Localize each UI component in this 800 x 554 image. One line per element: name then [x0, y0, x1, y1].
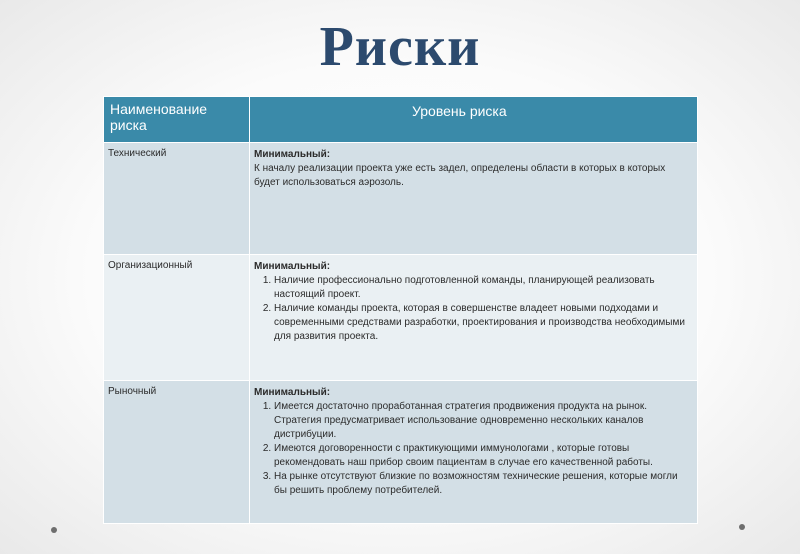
risk-description [250, 255, 698, 381]
decorative-dot-left [51, 527, 57, 533]
risk-level: Минимальный: [254, 149, 331, 160]
list-item: 3. На рынке отсутствуют близкие по возможностям технические решения, которые могли бы решить проблему потребителей. [274, 470, 693, 498]
table-row [104, 143, 698, 255]
table-header-row [104, 97, 698, 143]
risk-items [254, 400, 693, 498]
risk-name: Организационный [104, 255, 250, 381]
list-item: 1. Наличие профессионально подготовленной команды, планирующей реализовать настоящий проект. [274, 274, 693, 302]
risk-level: Минимальный: [254, 387, 331, 398]
risk-text: К началу реализации проекта уже есть задел, определены области в которых в которых будет использоваться аэрозоль. [254, 163, 666, 188]
header-risk-name: Наименование риска [104, 97, 250, 143]
risk-table [103, 96, 698, 524]
risk-description [250, 143, 698, 255]
risk-name: Рыночный [104, 381, 250, 524]
risk-name: Технический [104, 143, 250, 255]
table-row [104, 381, 698, 524]
list-item: 2. Наличие команды проекта, которая в совершенстве владеет новыми подходами и современными средствами разработки, проектирования и производства необходимыми для развития проекта. [274, 302, 693, 344]
list-item: 1. Имеется достаточно проработанная стратегия продвижения продукта на рынок. Стратегия предусматривает использование одновременно нескольких каналов дистрибуции. [274, 400, 693, 442]
risk-items [254, 274, 693, 344]
risk-level: Минимальный: [254, 261, 331, 272]
decorative-dot-right [739, 524, 745, 530]
header-risk-level: Уровень риска [250, 97, 698, 143]
slide-title: Риски [319, 16, 481, 78]
table-row [104, 255, 698, 381]
risk-description [250, 381, 698, 524]
list-item: 2. Имеются договоренности с практикующими иммунологами , которые готовы рекомендовать наш прибор своим пациентам в случае его качественной работы. [274, 442, 693, 470]
